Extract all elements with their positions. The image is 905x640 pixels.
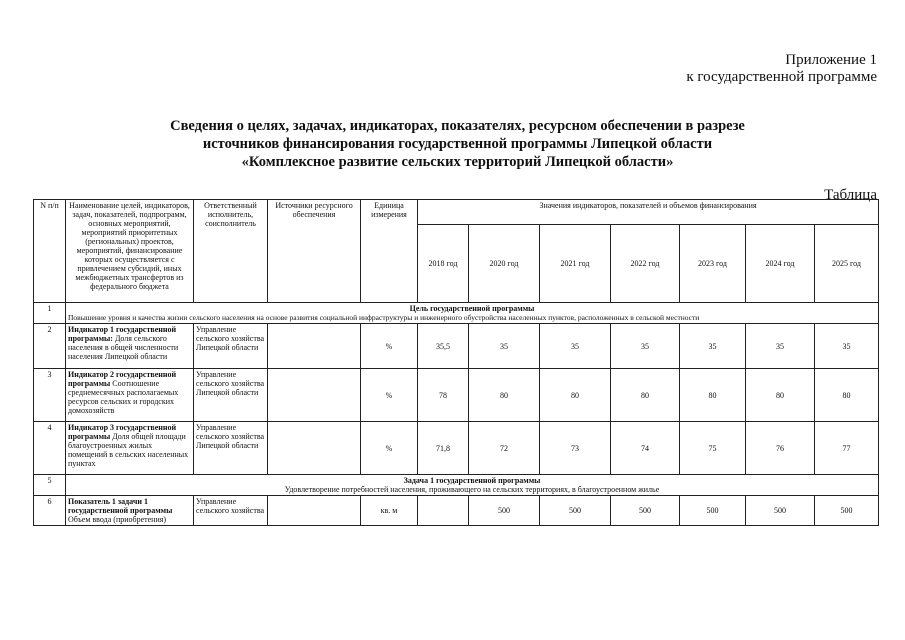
row-num: 3: [34, 369, 66, 422]
row-unit: %: [361, 422, 418, 475]
row-name-rest: Соотношение среднемесячных располагаемых ресурсов сельских и городских домохозяйств: [68, 379, 179, 415]
table-row: [34, 496, 879, 526]
header-sources: Источники ресурсного обеспечения: [268, 200, 361, 303]
row-value: 500: [611, 496, 680, 526]
row-value: 35: [680, 324, 746, 369]
header-year: 2022 год: [611, 225, 680, 303]
document-title: [150, 117, 765, 171]
table-row: [34, 369, 879, 422]
goal-row: [34, 303, 879, 324]
row-value: 80: [540, 369, 611, 422]
header-num: N п/п: [34, 200, 66, 303]
row-value: 35: [611, 324, 680, 369]
row-name-bold: Индикатор 1 государственной программы:: [68, 325, 177, 343]
row-name-rest: Доля сельского населения в общей численности населения Липецкой области: [68, 334, 179, 361]
appendix-line-2: к государственной программе: [686, 69, 877, 85]
row-responsible: Управление сельского хозяйства Липецкой области: [194, 422, 268, 475]
row-value: 74: [611, 422, 680, 475]
goal-cell: [66, 303, 879, 324]
row-name-rest: Доля общей площади благоустроенных жилых помещений в сельских населенных пунктах: [68, 432, 189, 468]
header-year: 2023 год: [680, 225, 746, 303]
row-unit: %: [361, 369, 418, 422]
row-name: [66, 496, 194, 526]
task-row: [34, 475, 879, 496]
row-responsible: Управление сельского хозяйства Липецкой области: [194, 324, 268, 369]
task-cell: [66, 475, 879, 496]
row-num: 2: [34, 324, 66, 369]
goal-title: Цель государственной программы: [409, 304, 535, 313]
row-value: 500: [540, 496, 611, 526]
row-value: 80: [469, 369, 540, 422]
header-values-group: Значения индикаторов, показателей и объемов финансирования: [418, 200, 879, 225]
row-responsible: Управление сельского хозяйства Липецкой области: [194, 369, 268, 422]
goal-text: Повышение уровня и качества жизни сельского населения на основе развития социальной инфраструктуры и инженерного обустройства населенных пунктов, расположенных в сельской местности: [68, 313, 700, 322]
header-unit: Единица измерения: [361, 200, 418, 303]
table-caption: Таблица: [824, 187, 877, 203]
row-name-bold: Индикатор 2 государственной программы: [68, 370, 177, 388]
row-value: 76: [746, 422, 815, 475]
program-table: [33, 199, 879, 526]
header-year: 2018 год: [418, 225, 469, 303]
table-row: [34, 422, 879, 475]
row-value: 35: [746, 324, 815, 369]
task-text: Удовлетворение потребностей населения, проживающего на сельских территориях, в благоустроенном жилье: [284, 485, 660, 494]
row-responsible: Управление сельского хозяйства: [194, 496, 268, 526]
row-num: 1: [34, 303, 66, 324]
header-year: 2024 год: [746, 225, 815, 303]
header-row-1: [34, 200, 879, 225]
row-name-bold: Индикатор 3 государственной программы: [68, 423, 177, 441]
row-num: 5: [34, 475, 66, 496]
row-value: 35: [469, 324, 540, 369]
row-value: 73: [540, 422, 611, 475]
appendix-label: [686, 52, 877, 86]
row-value: 80: [815, 369, 879, 422]
row-value: 80: [611, 369, 680, 422]
row-value: 35: [540, 324, 611, 369]
row-value: 80: [746, 369, 815, 422]
row-sources: [268, 324, 361, 369]
table-row: [34, 324, 879, 369]
row-value: 80: [680, 369, 746, 422]
header-year: 2021 год: [540, 225, 611, 303]
row-name: [66, 422, 194, 475]
row-value: 72: [469, 422, 540, 475]
row-value: [418, 496, 469, 526]
header-responsible: Ответственный исполнитель, соисполнитель: [194, 200, 268, 303]
row-value: 500: [746, 496, 815, 526]
row-name-rest: Объем ввода (приобретения): [68, 515, 167, 524]
header-year: 2020 год: [469, 225, 540, 303]
row-value: 75: [680, 422, 746, 475]
row-value: 35: [815, 324, 879, 369]
row-value: 78: [418, 369, 469, 422]
header-name: Наименование целей, индикаторов, задач, показателей, подпрограмм, основных мероприятий, мероприятий приоритетных (региональных) проектов, мероприятий, финансирование которых осуществляется с привлечением субсидий, иных межбюджетных трансфертов из федерального бюджета: [66, 200, 194, 303]
title-line-1: Сведения о целях, задачах, индикаторах, показателях, ресурсном обеспечении в разрезе: [170, 118, 745, 134]
row-value: 500: [469, 496, 540, 526]
row-value: 35,5: [418, 324, 469, 369]
row-unit: кв. м: [361, 496, 418, 526]
header-year: 2025 год: [815, 225, 879, 303]
row-value: 77: [815, 422, 879, 475]
row-num: 4: [34, 422, 66, 475]
row-sources: [268, 422, 361, 475]
row-name: [66, 369, 194, 422]
row-unit: %: [361, 324, 418, 369]
row-value: 500: [815, 496, 879, 526]
row-name-bold: Показатель 1 задачи 1 государственной программы: [68, 497, 173, 515]
row-value: 500: [680, 496, 746, 526]
appendix-line-1: Приложение 1: [785, 52, 877, 68]
task-title: Задача 1 государственной программы: [403, 476, 541, 485]
title-line-3: «Комплексное развитие сельских территорий Липецкой области»: [241, 154, 674, 170]
row-sources: [268, 369, 361, 422]
row-value: 71,8: [418, 422, 469, 475]
row-name: [66, 324, 194, 369]
title-line-2: источников финансирования государственной программы Липецкой области: [202, 136, 713, 152]
row-sources: [268, 496, 361, 526]
row-num: 6: [34, 496, 66, 526]
